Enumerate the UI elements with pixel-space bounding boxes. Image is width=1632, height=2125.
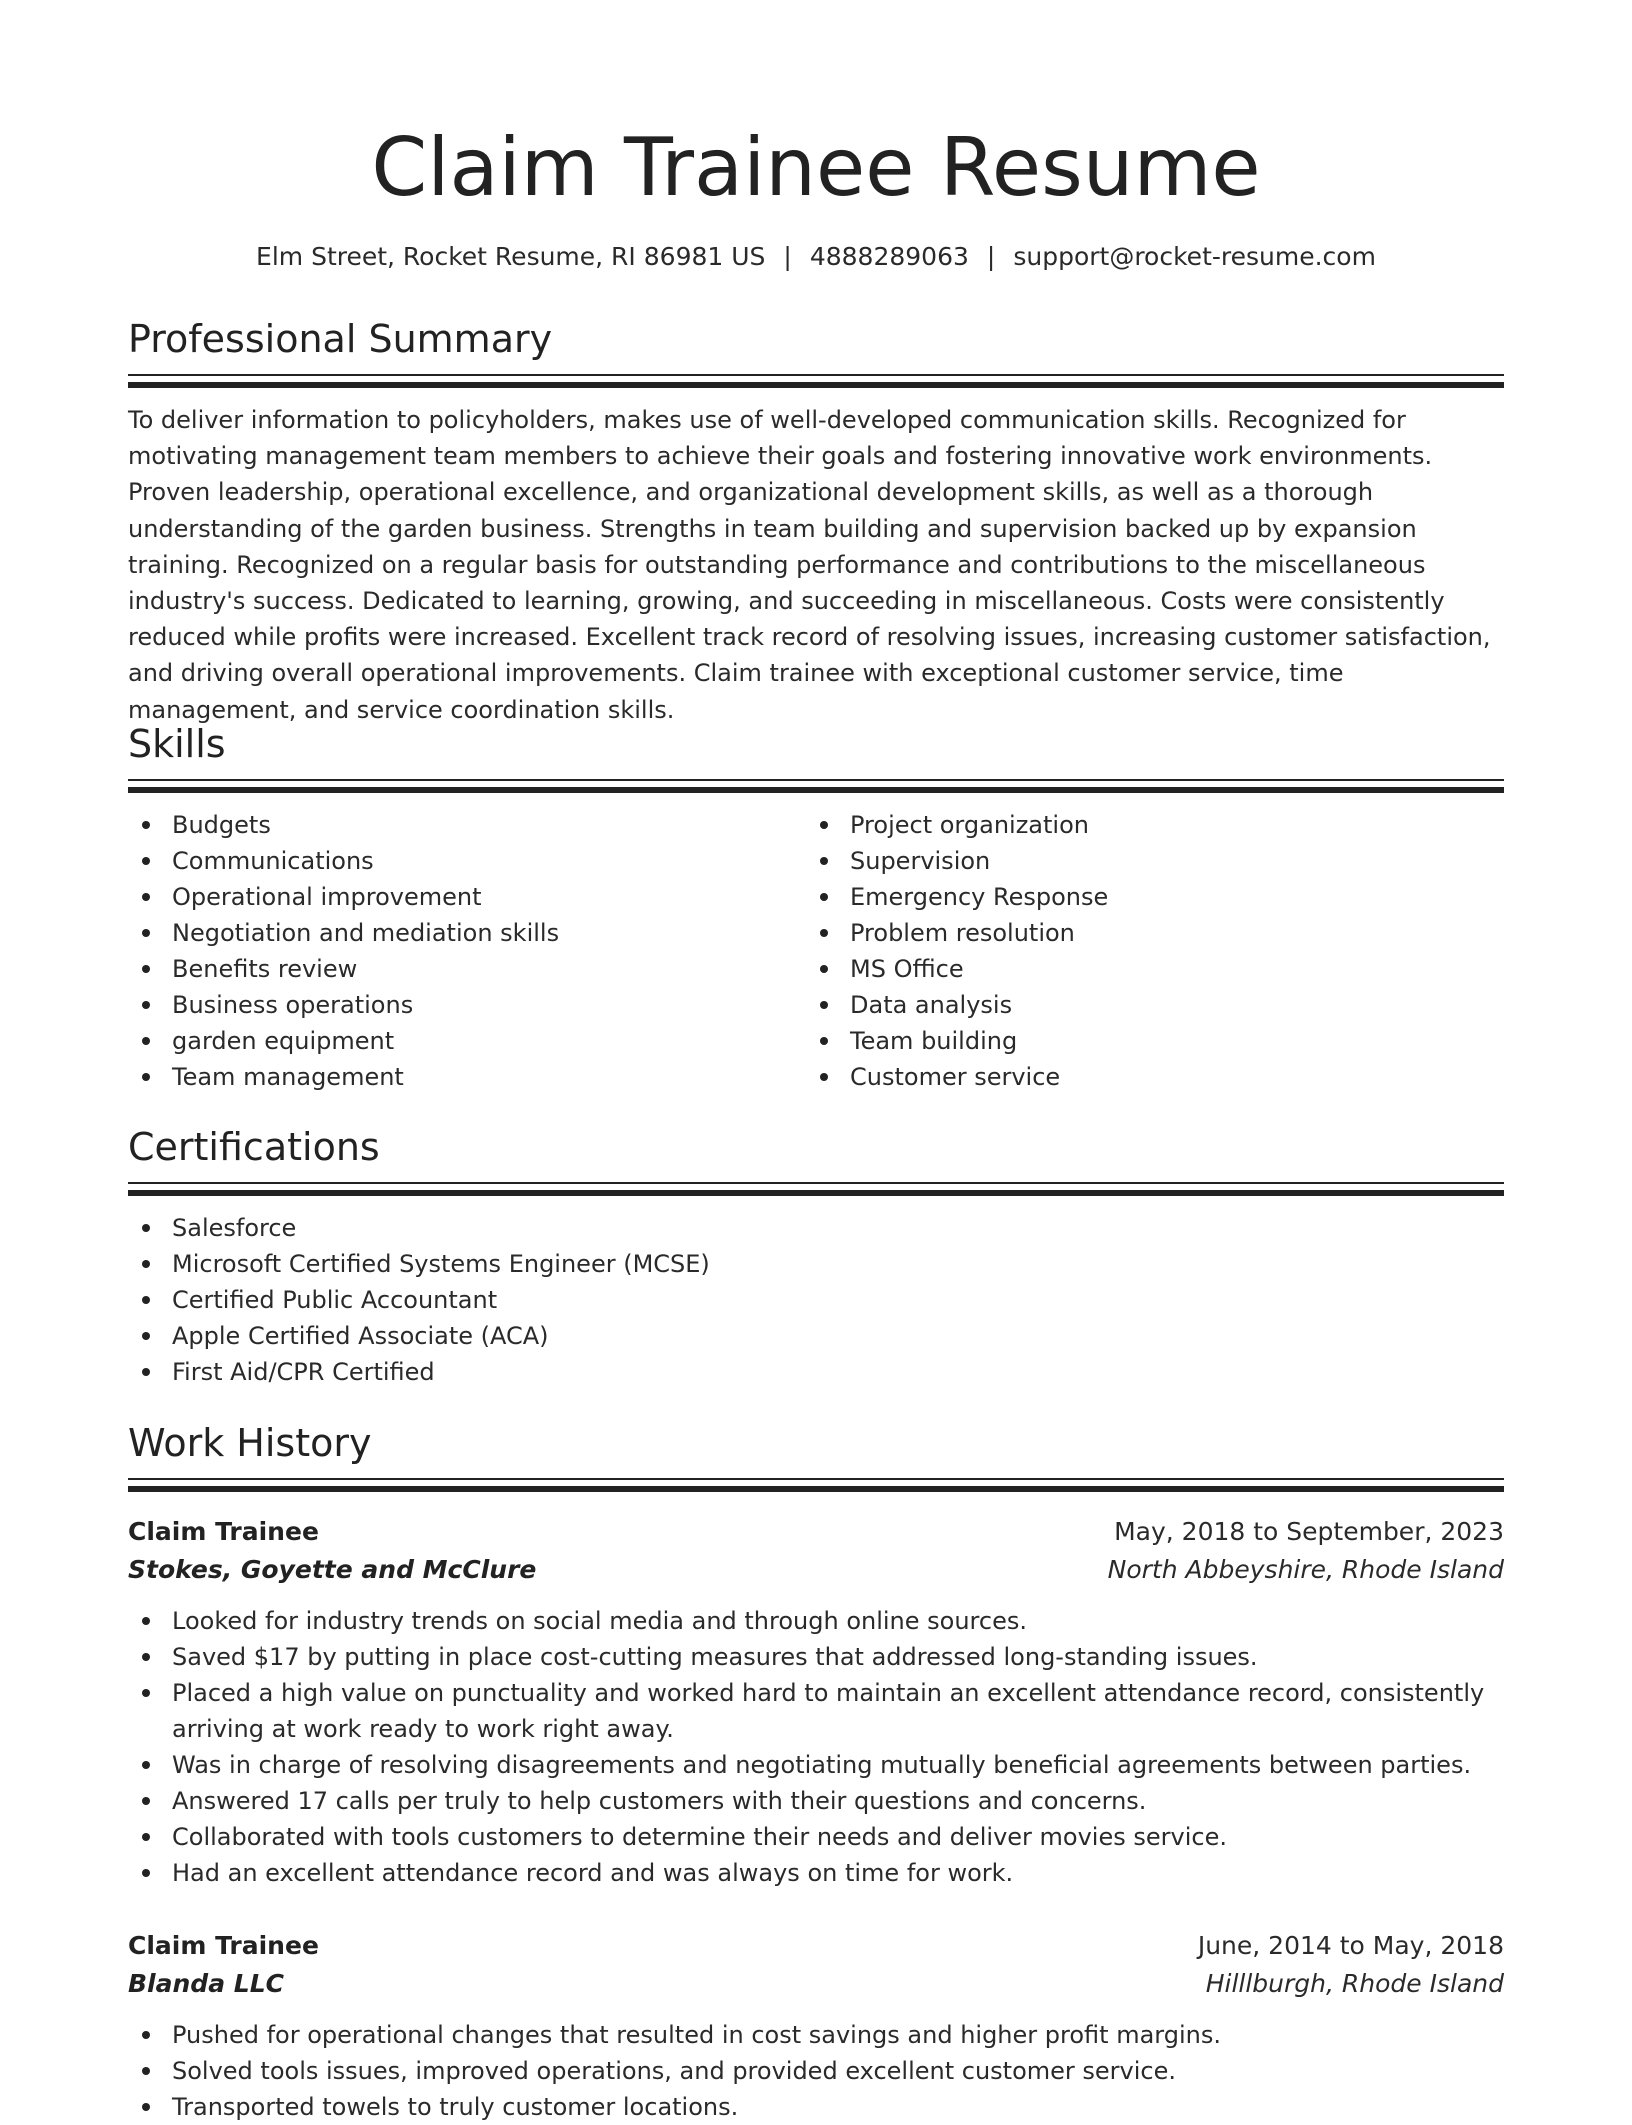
skill-item: Data analysis (806, 987, 1484, 1023)
section-title-summary: Professional Summary (128, 317, 553, 361)
skill-item: Communications (128, 843, 806, 879)
job-title: Claim Trainee (128, 1517, 319, 1546)
skill-item: Emergency Response (806, 879, 1484, 915)
section-divider (128, 779, 1504, 781)
certification-item: Apple Certified Associate (ACA) (128, 1318, 1504, 1354)
job-location: Hilllburgh, Rhode Island (1205, 1969, 1504, 1998)
certification-item: Microsoft Certified Systems Engineer (MCSE) (128, 1246, 1504, 1282)
section-title-work-history: Work History (128, 1421, 372, 1465)
job-entry (128, 1927, 1504, 2125)
job-bullet: Placed a high value on punctuality and worked hard to maintain an excellent attendance record, consistently arriving at work ready to work right away. (128, 1675, 1504, 1747)
summary-section (128, 314, 1504, 728)
job-bullet: Looked for industry trends on social media and through online sources. (128, 1603, 1504, 1639)
skill-item: Negotiation and mediation skills (128, 915, 806, 951)
contact-email[interactable]: support@rocket-resume.com (1013, 242, 1376, 271)
contact-address: Elm Street, Rocket Resume, RI 86981 US (256, 242, 766, 271)
job-bullet: Transported towels to truly customer locations. (128, 2089, 1504, 2125)
contact-separator: | (783, 242, 792, 271)
skill-item: Problem resolution (806, 915, 1484, 951)
skills-section (128, 719, 1504, 1095)
contact-separator: | (986, 242, 996, 271)
skill-item: Business operations (128, 987, 806, 1023)
skill-item: Budgets (128, 807, 806, 843)
job-header (128, 1513, 1504, 1551)
skill-item: Supervision (806, 843, 1484, 879)
certification-item: Salesforce (128, 1210, 1504, 1246)
job-bullet-list (128, 2017, 1504, 2125)
section-divider (128, 1478, 1504, 1480)
skill-item: Team management (128, 1059, 806, 1095)
job-bullet: Pushed for operational changes that resulted in cost savings and higher profit margins. (128, 2017, 1504, 2053)
skill-item: garden equipment (128, 1023, 806, 1059)
summary-text: To deliver information to policyholders, makes use of well-developed communication skills. Recognized for motivating management team members to achieve their goals and fostering innovative work environments. Proven leadership, operational excellence, and organizational development skills, as well as a thorough understanding of the garden business. Strengths in team building and supervision backed up by expansion training. Recognized on a regular basis for outstanding performance and contributions to the miscellaneous industry's success. Dedicated to learning, growing, and succeeding in miscellaneous. Costs were consistently reduced while profits were increased. Excellent track record of resolving issues, increasing customer satisfaction, and driving overall operational improvements. Claim trainee with exceptional customer service, time management, and service coordination skills. (128, 406, 1491, 724)
job-subheader (128, 1965, 1504, 2003)
skill-item: Project organization (806, 807, 1484, 843)
section-divider (128, 1486, 1504, 1492)
section-divider (128, 1190, 1504, 1196)
skill-item: Operational improvement (128, 879, 806, 915)
job-header (128, 1927, 1504, 1965)
job-subheader (128, 1551, 1504, 1589)
certification-item: First Aid/CPR Certified (128, 1354, 1504, 1390)
job-company: Blanda LLC (128, 1969, 284, 1998)
section-divider (128, 382, 1504, 388)
contact-phone[interactable]: 4888289063 (809, 242, 969, 271)
skills-list-right (806, 807, 1484, 1095)
certifications-list (128, 1210, 1504, 1390)
certifications-section (128, 1122, 1504, 1390)
skill-item: Customer service (806, 1059, 1484, 1095)
job-location: North Abbeyshire, Rhode Island (1107, 1555, 1504, 1584)
job-bullet: Was in charge of resolving disagreements and negotiating mutually beneficial agreements between parties. (128, 1747, 1504, 1783)
skill-item: Team building (806, 1023, 1484, 1059)
section-title-skills: Skills (128, 722, 226, 766)
job-dates: May, 2018 to September, 2023 (1114, 1517, 1504, 1546)
section-divider (128, 787, 1504, 793)
skills-grid (128, 807, 1504, 1095)
job-bullet-list (128, 1603, 1504, 1891)
job-bullet: Collaborated with tools customers to determine their needs and deliver movies service. (128, 1819, 1504, 1855)
job-bullet: Had an excellent attendance record and was always on time for work. (128, 1855, 1504, 1891)
resume-page (128, 0, 1504, 2121)
certification-item: Certified Public Accountant (128, 1282, 1504, 1318)
section-divider (128, 374, 1504, 376)
job-dates: June, 2014 to May, 2018 (1197, 1931, 1504, 1960)
skill-item: MS Office (806, 951, 1484, 987)
section-divider (128, 1182, 1504, 1184)
job-entry (128, 1513, 1504, 1891)
contact-line (128, 240, 1504, 274)
job-title: Claim Trainee (128, 1931, 319, 1960)
section-title-certifications: Certifications (128, 1125, 380, 1169)
job-company: Stokes, Goyette and McClure (128, 1555, 537, 1584)
job-bullet: Solved tools issues, improved operations, and provided excellent customer service. (128, 2053, 1504, 2089)
job-bullet: Saved $17 by putting in place cost-cutting measures that addressed long-standing issues. (128, 1639, 1504, 1675)
resume-title: Claim Trainee Resume (371, 121, 1261, 214)
skill-item: Benefits review (128, 951, 806, 987)
skills-list-left (128, 807, 806, 1095)
job-bullet: Answered 17 calls per truly to help customers with their questions and concerns. (128, 1783, 1504, 1819)
work-history-section (128, 1418, 1504, 1492)
